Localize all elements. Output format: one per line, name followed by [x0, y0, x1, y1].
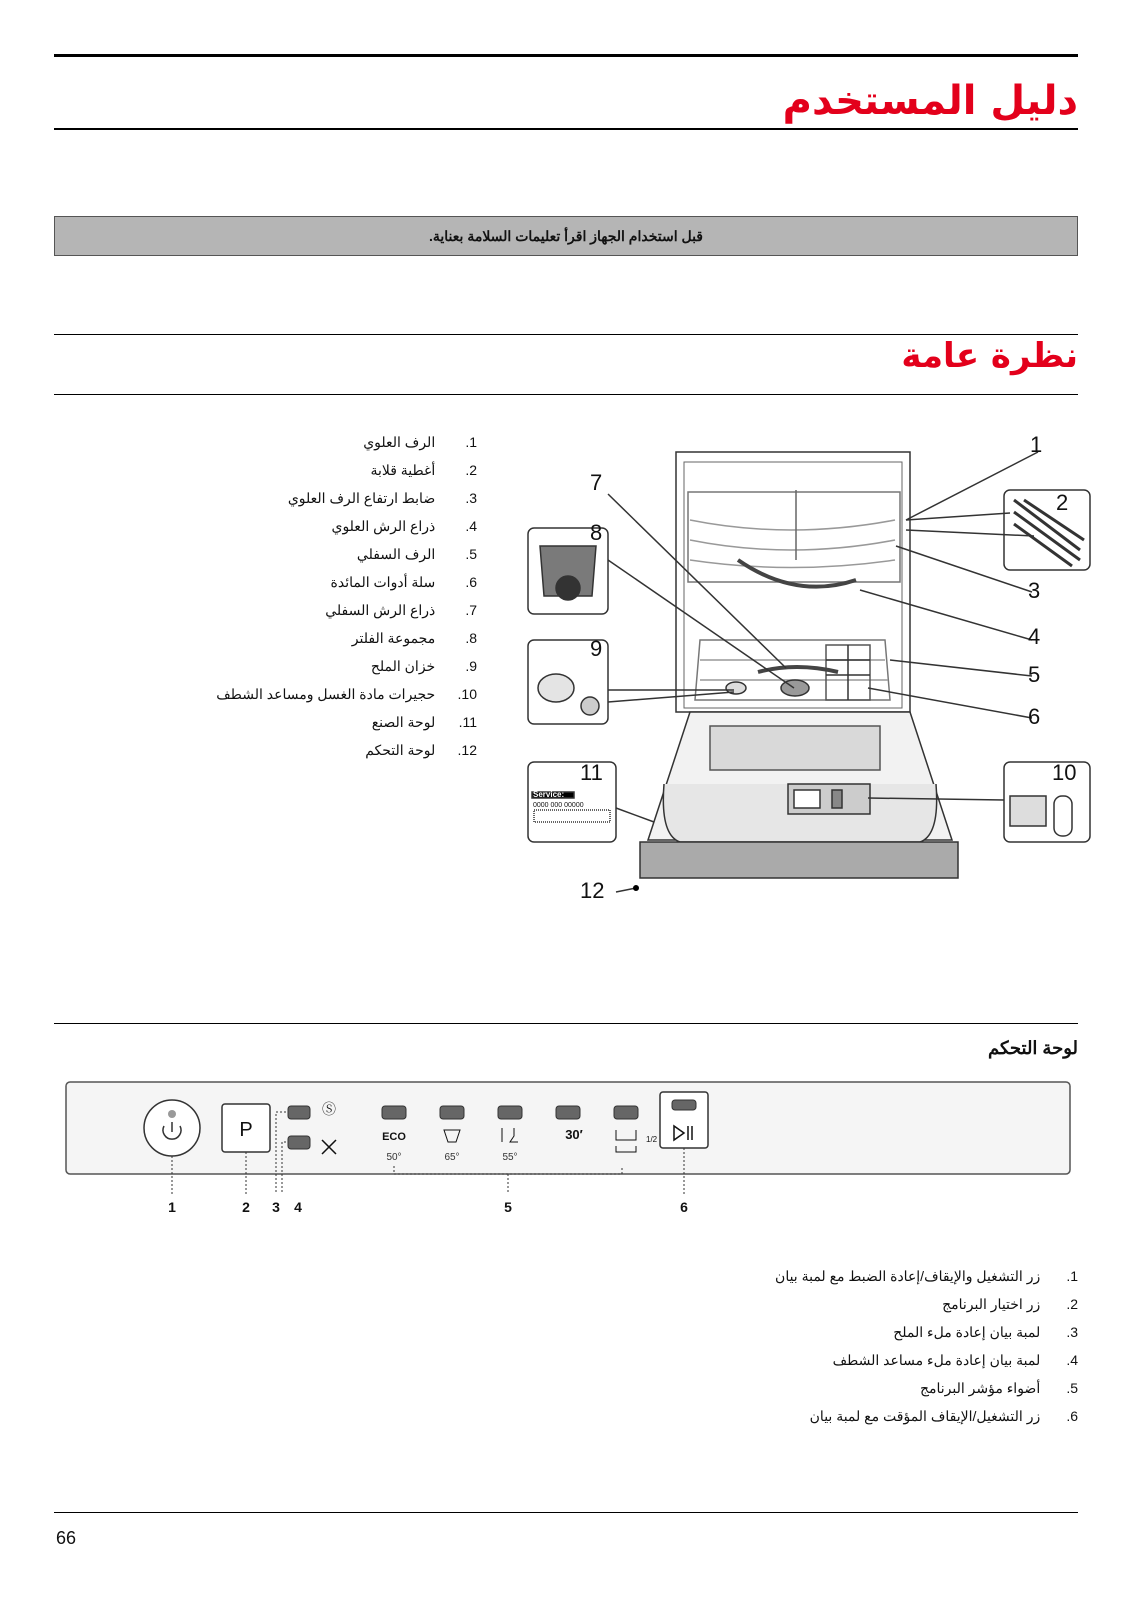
service-number: 0000 000 00000	[533, 802, 584, 809]
program-lamp-glass	[498, 1106, 522, 1119]
list-item: 6. زر التشغيل/الإيقاف المؤقت مع لمبة بيان	[809, 1408, 1078, 1424]
page-title: دليل المستخدم	[782, 78, 1078, 124]
quick-label: 30′	[565, 1127, 583, 1142]
start-pause-lamp	[672, 1100, 696, 1110]
list-item: 1. الرف العلوي	[363, 434, 477, 450]
program-lamp-eco	[382, 1106, 406, 1119]
list-item: 3. ضابط ارتفاع الرف العلوي	[287, 490, 477, 506]
list-item: 2. زر اختيار البرنامج	[942, 1296, 1078, 1312]
program-lamp-quick	[556, 1106, 580, 1119]
list-item: 6. سلة أدوات المائدة	[330, 574, 477, 590]
safety-banner: قبل استخدام الجهاز اقرأ تعليمات السلامة بعناية.	[54, 216, 1078, 256]
upper-rack	[688, 492, 900, 582]
callout-2: 2	[1056, 490, 1069, 515]
list-item: 11. لوحة الصنع	[371, 714, 477, 730]
callout-5: 5	[1028, 662, 1041, 687]
power-button	[144, 1100, 200, 1156]
intensive-temp: 65°	[444, 1152, 460, 1163]
program-button-label: P	[239, 1119, 253, 1141]
service-label: Service:	[533, 790, 565, 799]
rinse-aid-lamp	[288, 1136, 310, 1149]
list-item: 3. لمبة بيان إعادة ملء الملح	[893, 1324, 1078, 1340]
list-item: 5. أضواء مؤشر البرنامج	[919, 1380, 1078, 1396]
overview-title: نظرة عامة	[901, 336, 1078, 376]
page-number: 66	[56, 1528, 77, 1548]
list-item: 12. لوحة التحكم	[365, 742, 477, 758]
cp-callout-1: 1	[168, 1199, 176, 1215]
list-item: 5. الرف السفلي	[356, 546, 477, 562]
callout-3: 3	[1028, 578, 1041, 603]
half-load-label: 1/2	[646, 1135, 658, 1144]
control-panel-list	[678, 1262, 1078, 1430]
program-lamp-half-load	[614, 1106, 638, 1119]
cp-callout-6: 6	[680, 1199, 688, 1215]
list-item: 2. أغطية قلابة	[370, 462, 477, 478]
list-item: 4. ذراع الرش العلوي	[331, 518, 477, 534]
cp-callout-4: 4	[294, 1199, 302, 1215]
callout-6: 6	[1028, 704, 1041, 729]
list-item: 4. لمبة بيان إعادة ملء مساعد الشطف	[832, 1352, 1078, 1368]
callout-7: 7	[590, 470, 603, 495]
control-top-rule	[54, 1023, 1078, 1024]
callout-4: 4	[1028, 624, 1041, 649]
eco-label: ECO	[382, 1131, 406, 1143]
callout-12: 12	[580, 878, 605, 903]
glass-temp: 55°	[502, 1152, 518, 1163]
control-strip	[640, 842, 958, 878]
callout-1: 1	[1030, 432, 1043, 457]
list-item: 1. زر التشغيل والإيقاف/إعادة الضبط مع لمبة بيان	[775, 1268, 1078, 1284]
list-item: 7. ذراع الرش السفلي	[325, 602, 477, 618]
cp-callout-2: 2	[242, 1199, 250, 1215]
control-panel-diagram	[0, 1070, 1132, 1230]
cp-callout-5: 5	[504, 1199, 512, 1215]
salt-icon: Ⓢ	[322, 1101, 336, 1117]
list-item: 10. حجيرات مادة الغسل ومساعد الشطف	[216, 686, 477, 702]
callout-8: 8	[590, 520, 603, 545]
list-item: 9. خزان الملح	[370, 658, 477, 674]
callout-10: 10	[1052, 760, 1077, 785]
callout-11: 11	[580, 760, 603, 785]
list-item: 8. مجموعة الفلتر	[351, 630, 477, 646]
eco-temp: 50°	[386, 1152, 402, 1163]
footer-rule	[54, 1512, 1078, 1513]
control-panel-title: لوحة التحكم	[987, 1038, 1078, 1058]
program-lamp-intensive	[440, 1106, 464, 1119]
door-panel	[710, 726, 880, 770]
cp-callout-3: 3	[272, 1199, 280, 1215]
callout-9: 9	[590, 636, 603, 661]
salt-lamp	[288, 1106, 310, 1119]
